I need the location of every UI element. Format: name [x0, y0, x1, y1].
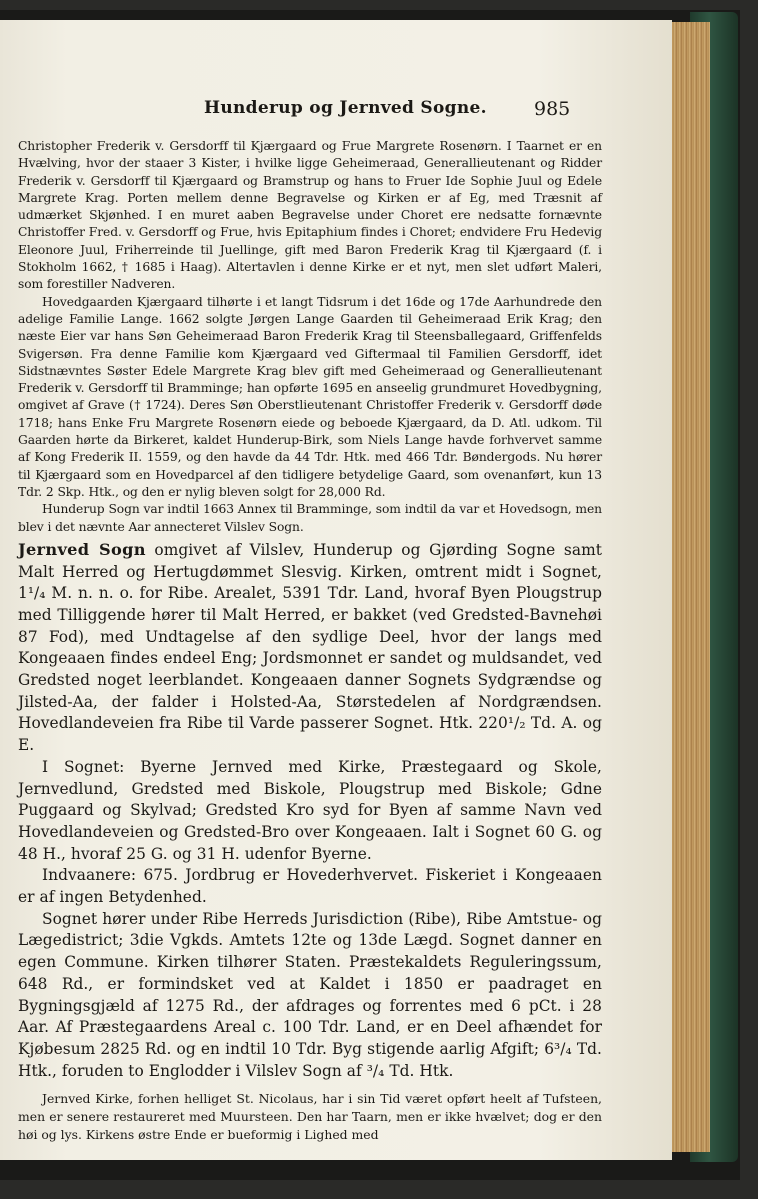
footnote: Jernved Kirke, forhen helliget St. Nicolaus, har i sin Tid været opført heelt af Tufsteen, men er senere restaureret med Muursteen. Den har Taarn, men er ikke hvælvet; dog er den høi og lys. Kirkens østre Ende er bueformig i Lighed med	[18, 1091, 602, 1143]
section-title: Jernved Sogn	[18, 539, 146, 559]
running-head: Hunderup og Jernved Sogne.	[204, 98, 487, 118]
jernved-section	[18, 539, 602, 1083]
paragraph-text: omgivet af Vilslev, Hunderup og Gjørding Sogne samt Malt Herred og Hertugdømmet Slesvig. Kirken, omtrent midt i Sognet, 1¹/₄ M. n. n. o. for Ribe. Arealet, 5391 Tdr. Land, hvoraf Byen Plougstrup med Tilliggende hører til Malt Herred, er bakket (ved Gredsted-Bavnehøi 87 Fod), med Undtagelse af den sydlige Deel, hvor der langs med Kongeaaen findes endeel Eng; Jordsmonnet er sandet og muldsandet, ved Gredsted noget leerblandet. Kongeaaen danner Sognets Sydgrændse og Jilsted-Aa, der falder i Holsted-Aa, Størstedelen af Nordgrændsen. Hovedlandeveien fra Ribe til Varde passerer Sognet. Htk. 220¹/₂ Td. A. og E.	[18, 540, 602, 755]
paragraph: Hunderup Sogn var indtil 1663 Annex til Bramminge, som indtil da var et Hovedsogn, men blev i det nævnte Aar annecteret Vilslev Sogn.	[18, 502, 602, 534]
paragraph: Sognet hører under Ribe Herreds Jurisdiction (Ribe), Ribe Amtstue- og Lægedistrict; 3die Vgkds. Amtets 12te og 13de Lægd. Sognet danner en egen Commune. Kirken tilhører Staten. Præstekaldets Reguleringssum, 648 Rd., er formindsket ved at Kaldet i 1850 er paadraget en Bygningsgjæld af 1275 Rd., der afdrages og forrentes med 6 pCt. i 28 Aar. Af Præstegaardens Areal c. 100 Tdr. Land, er en Deel afhændet for Kjøbesum 2825 Rd. og en indtil 10 Tdr. Byg stigende aarlig Afgift; 6³/₄ Td. Htk., foruden to Englodder i Vilslev Sogn af ³/₄ Td. Htk.	[18, 909, 602, 1080]
page-number: 985	[534, 98, 571, 120]
paragraph: I Sognet: Byerne Jernved med Kirke, Præstegaard og Skole, Jernvedlund, Gredsted med Biskole, Plougstrup med Biskole; Gdne Puggaard og Skylvad; Gredsted Kro syd for Byen af samme Navn ved Hovedlandeveien og Gredsted-Bro over Kongeaaen. Ialt i Sognet 60 G. og 48 H., hvoraf 25 G. og 31 H. udenfor Byerne.	[18, 757, 602, 863]
kjaergaard-section	[18, 138, 602, 536]
footnote-section	[18, 1090, 602, 1144]
page-header	[0, 98, 672, 128]
page-edges	[668, 22, 710, 1152]
book-page	[0, 20, 672, 1160]
paragraph: Christopher Frederik v. Gersdorff til Kjærgaard og Frue Margrete Rosenørn. I Taarnet er en Hvælving, hvor der staaer 3 Kister, i hvilke ligge Geheimeraad, Generallieutenant og Ridder Frederik v. Gersdorff til Kjærgaard og Bramstrup og hans to Fruer Ide Sophie Juul og Edele Margrete Krag. Porten mellem denne Begravelse og Kirken er af Eg, med Træsnit af udmærket Skjønhed. I en muret aaben Begravelse under Choret ere nedsatte fornævnte Christoffer Fred. v. Gersdorff og Frue, hvis Epitaphium findes i Choret; endvidere Fru Hedevig Eleonore Juul, Friherreinde til Juellinge, gift med Baron Frederik Krag til Kjærgaard (f. i Stokholm 1662, † 1685 i Haag). Altertavlen i denne Kirke er et nyt, men slet udført Maleri, som forestiller Nadveren.	[18, 139, 602, 292]
paragraph: Indvaanere: 675. Jordbrug er Hovederhvervet. Fiskeriet i Kongeaaen er af ingen Betydenhed.	[18, 866, 602, 907]
paragraph	[18, 539, 602, 757]
paragraph: Hovedgaarden Kjærgaard tilhørte i et langt Tidsrum i det 16de og 17de Aarhundrede den adelige Familie Lange. 1662 solgte Jørgen Lange Gaarden til Geheimeraad Erik Krag; den næste Eier var hans Søn Geheimeraad Baron Frederik Krag til Steensballegaard, Griffenfelds Svigersøn. Fra denne Familie kom Kjærgaard ved Giftermaal til Familien Gersdorff, idet Sidstnævntes Søster Edele Margrete Krag blev gift med Geheimeraad og Generallieutenant Frederik v. Gersdorff til Bramminge; han opførte 1695 en anseelig grundmuret Hovedbygning, omgivet af Grave († 1724). Deres Søn Oberstlieutenant Christoffer Frederik v. Gersdorff døde 1718; hans Enke Fru Margrete Rosenørn eiede og beboede Kjærgaard, da D. Atl. udkom. Til Gaarden hørte da Birkeret, kaldet Hunderup-Birk, som Niels Lange havde forhvervet samme af Kong Frederik II. 1559, og den havde da 44 Tdr. Htk. med 466 Tdr. Bøndergods. Nu hører til Kjærgaard som en Hovedparcel af den tidligere betydelige Gaard, som ovenanført, kun 13 Tdr. 2 Skp. Htk., og den er nylig bleven solgt for 28,000 Rd.	[18, 294, 602, 499]
page-content	[18, 138, 602, 1144]
